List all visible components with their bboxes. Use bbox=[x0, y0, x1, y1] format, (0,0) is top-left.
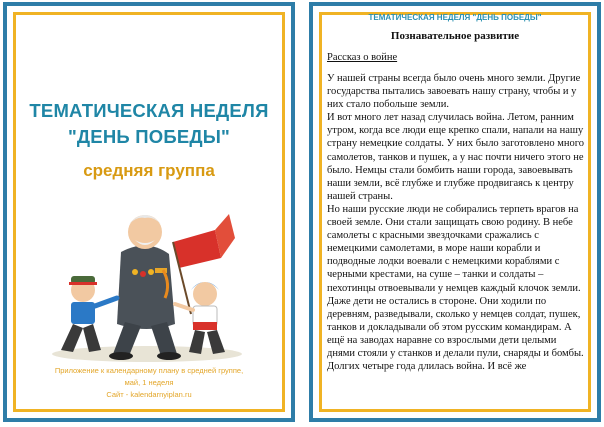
story-title: Рассказ о войне bbox=[327, 52, 398, 63]
cover-title-line2: "ДЕНЬ ПОБЕДЫ" bbox=[67, 126, 231, 147]
content-page bbox=[309, 2, 601, 422]
cover-footer-line3: Сайт - kalendarnyiplan.ru bbox=[106, 390, 192, 399]
cover-title-line1: ТЕМАТИЧЕСКАЯ НЕДЕЛЯ bbox=[29, 100, 269, 121]
cover-footer-line1: Приложение к календарному плану в средней группе, bbox=[54, 366, 244, 375]
story-paragraph: У нашей страны всегда было очень много земли. Другие государства пытались завоевать нашу страну, чтобы и у них стало побольше земли. bbox=[327, 73, 581, 111]
cover-page bbox=[3, 2, 295, 422]
cover-footer bbox=[23, 365, 275, 401]
story-text bbox=[327, 72, 585, 373]
story-paragraph: Даже дети не остались в стороне. Они ходили по деревням, разведывали, сколько у немцев солдат, пушек, танков и докладывали об этом русским командирам. А ещё на заводах наравне со взрослыми дети целыми днями стояли у станков и делали пули, снаряды и бомбы. bbox=[327, 295, 584, 359]
story-paragraph: И вот много лет назад случилась война. Летом, ранним утром, когда все люди еще крепко спали, напали на нашу страну немецкие солдаты. У них было заготовлено много самолетов, танков и пушек, а у нас почти ничего этого не было. Немцы стали бомбить наши города, завоевывать наши земли, всё глубже и глубже продвигаясь к центру нашей страны. bbox=[327, 112, 584, 202]
cover-subtitle: средняя группа bbox=[83, 161, 215, 180]
story-paragraph: Долгих четыре года длилась война. И всё же bbox=[327, 361, 527, 373]
cover-title bbox=[17, 98, 281, 150]
story-paragraph: Но наши русские люди не собирались терпеть врагов на своей земле. Они стали защищать свою родину. В небе самолеты с красными звездочками сражались с немецкими самолетами, в море наши корабли и подводные лодки воевали с немецкими кораблями с черными крестами, на суше – танки и солдаты – пехотинцы отвоевывали у немцев каждый клочок земли. bbox=[327, 203, 581, 294]
cover-footer-line2: май, 1 неделя bbox=[124, 378, 174, 387]
veteran-children-illustration bbox=[43, 194, 251, 364]
content-header: ТЕМАТИЧЕСКАЯ НЕДЕЛЯ "ДЕНЬ ПОБЕДЫ" bbox=[368, 13, 542, 22]
section-title: Познавательное развитие bbox=[390, 30, 520, 42]
